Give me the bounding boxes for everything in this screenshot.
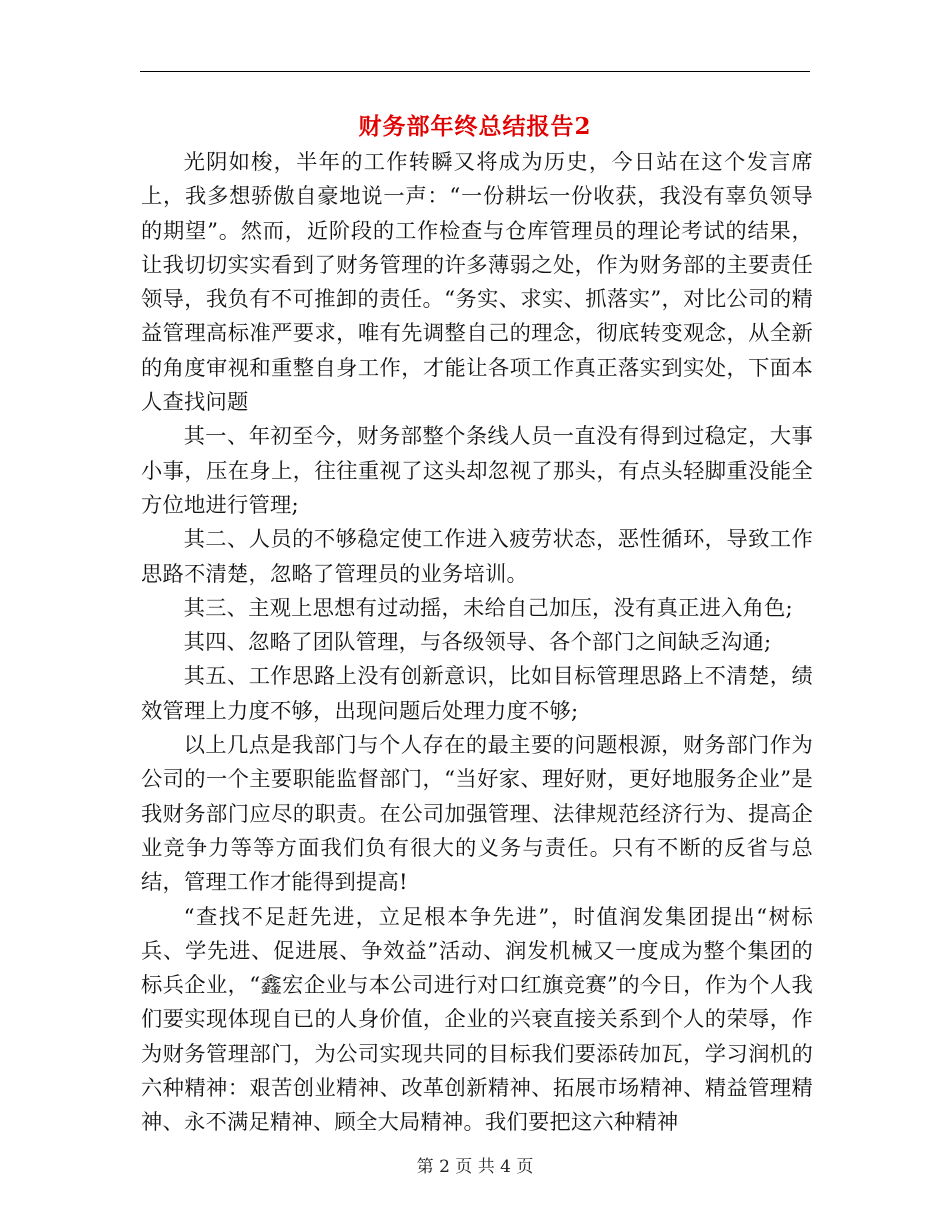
document-title: 财务部年终总结报告2 <box>358 113 592 140</box>
paragraph-issue-5: 其五、工作思路上没有创新意识，比如目标管理思路上不清楚，绩效管理上力度不够，出现问题后处理力度不够; <box>141 664 813 724</box>
paragraph-issue-4: 其四、忽略了团队管理，与各级领导、各个部门之间缺乏沟通; <box>183 630 772 656</box>
document-body <box>141 146 813 1141</box>
paragraph-issue-1: 其一、年初至今，财务部整个条线人员一直没有得到过稳定，大事小事，压在身上，往往重视了这头却忽视了那头，有点头轻脚重没能全方位地进行管理; <box>141 424 813 518</box>
header-rule <box>140 71 810 72</box>
paragraph-issue-2: 其二、人员的不够稳定使工作进入疲劳状态，恶性循环，导致工作思路不清楚，忽略了管理员的业务培训。 <box>141 527 813 587</box>
page-footer <box>0 1155 950 1179</box>
paragraph-issue-3: 其三、主观上思想有过动摇，未给自己加压，没有真正进入角色; <box>183 595 793 621</box>
paragraph-summary: 以上几点是我部门与个人存在的最主要的问题根源，财务部门作为公司的一个主要职能监督部门，“当好家、理好财，更好地服务企业”是我财务部门应尽的职责。在公司加强管理、法律规范经济行为、提高企业竞争力等等方面我们负有很大的义务与责任。只有不断的反省与总结，管理工作才能得到提高! <box>141 733 813 896</box>
paragraph-action: “查找不足赶先进，立足根本争先进”，时值润发集团提出“树标兵、学先进、促进展、争效益”活动、润发机械又一度成为整个集团的标兵企业，“鑫宏企业与本公司进行对口红旗竞赛”的今日，作为个人我们要实现体现自已的人身价值，企业的兴衰直接关系到个人的荣辱，作为财务管理部门，为公司实现共同的目标我们要添砖加瓦，学习润机的六种精神：艰苦创业精神、改革创新精神、拓展市场精神、精益管理精神、永不满足精神、顾全大局精神。我们要把这六种精神 <box>141 904 813 1136</box>
page-number: 第 2 页 共 4 页 <box>416 1157 534 1177</box>
paragraph-intro: 光阴如梭，半年的工作转瞬又将成为历史，今日站在这个发言席上，我多想骄傲自豪地说一声：“一份耕坛一份收获，我没有辜负领导的期望”。然而，近阶段的工作检查与仓库管理员的理论考试的结果，让我切切实实看到了财务管理的许多薄弱之处，作为财务部的主要责任领导，我负有不可推卸的责任。“务实、求实、抓落实”，对比公司的精益管理高标准严要求，唯有先调整自己的理念，彻底转变观念，从全新的角度审视和重整自身工作，才能让各项工作真正落实到实处，下面本人查找问题 <box>141 150 813 416</box>
